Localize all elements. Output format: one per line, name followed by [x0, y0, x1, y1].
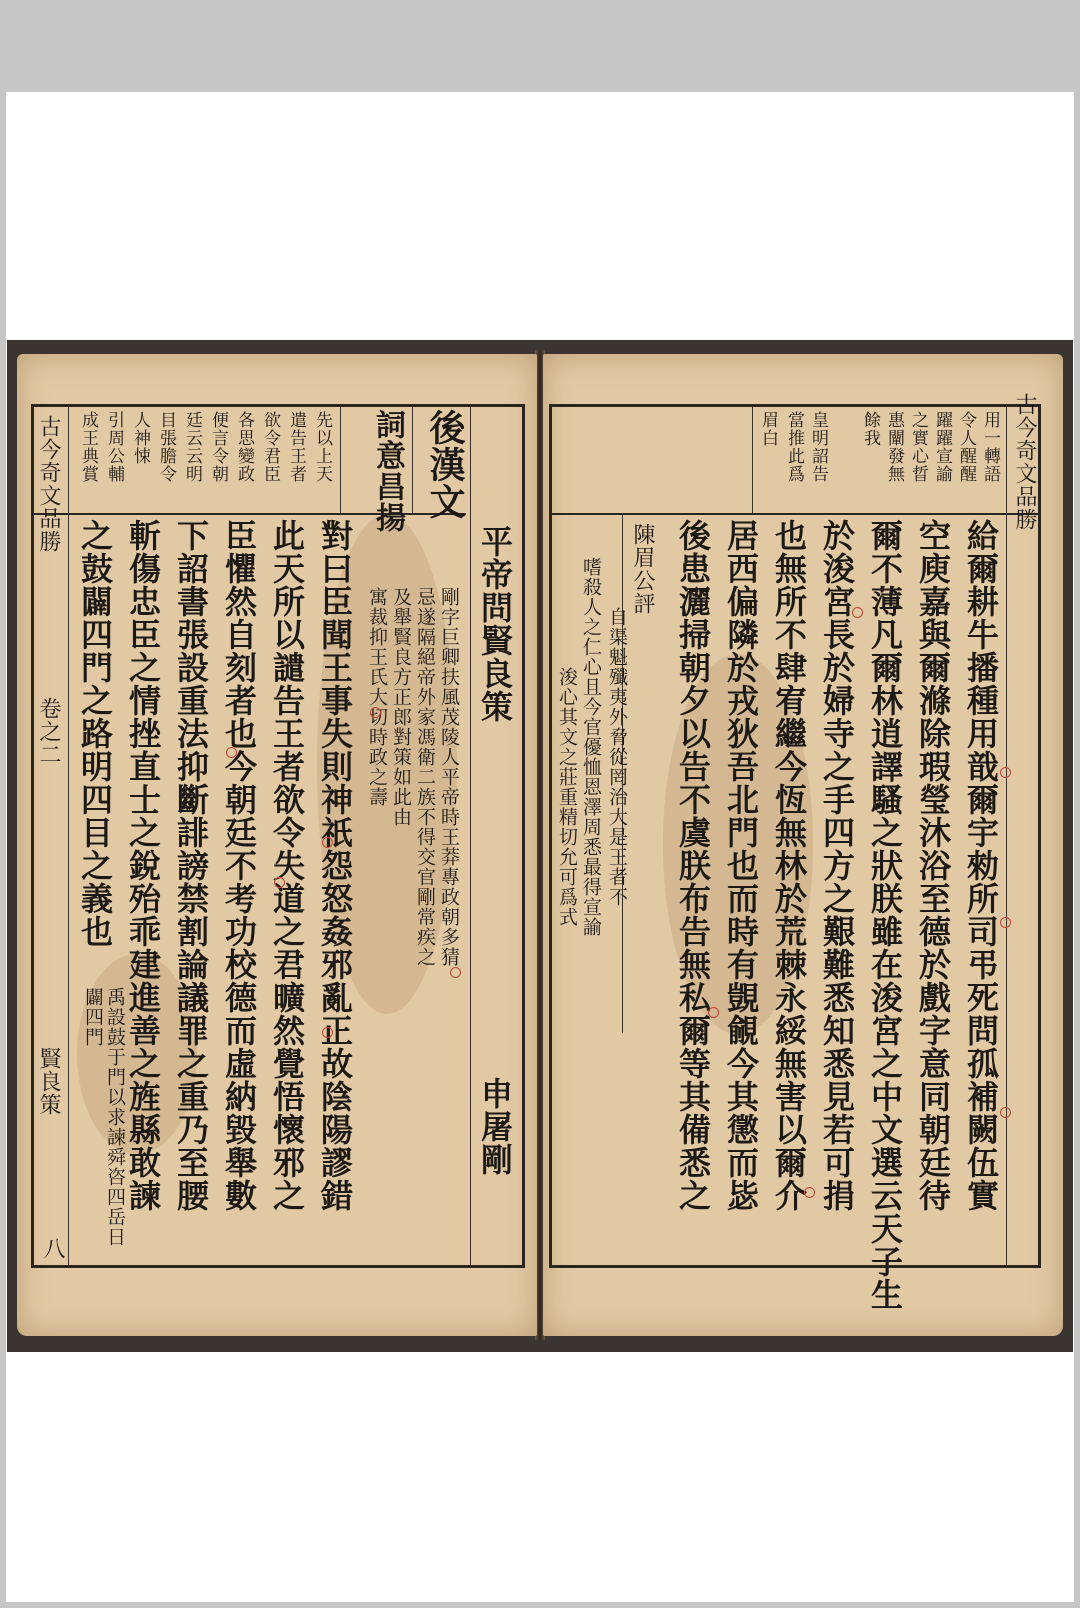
phrase-heading: 詞意昌揚	[370, 409, 405, 533]
main-text-column: 斬傷忠臣之情挫直士之銳殆乖建進善之旌縣敢諫	[124, 519, 162, 1212]
top-note: 用一轉語	[980, 411, 1000, 483]
commentary-text: 自渠魁殲夷外脅從罔治大是王者不	[606, 607, 628, 907]
essay-title: 平帝問賢良策	[476, 525, 514, 723]
left-page	[17, 354, 537, 1336]
top-note: 欲令君臣	[260, 411, 280, 483]
top-note: 惠闡發無	[884, 411, 904, 483]
top-note: 引周公輔	[104, 411, 124, 483]
author-name: 申屠剛	[476, 1077, 514, 1176]
right-margin-book-title: 古今奇文品勝	[1012, 393, 1037, 531]
top-note: 便言令朝	[208, 411, 228, 483]
main-text-column: 空庾嘉與爾滌除瑕瑩沐浴至德於戲字意同朝廷待	[914, 519, 952, 1212]
top-note: 當推此爲	[784, 411, 804, 483]
main-text-column: 於浚宮長於婦寺之手四方之艱難悉知悉見若可捐	[818, 519, 856, 1212]
top-note: 各思變政	[234, 411, 254, 483]
top-note: 遣告王者	[286, 411, 306, 483]
left-margin-volume: 卷之二	[36, 697, 61, 766]
bio-note: 及舉賢良方正郎對策如此由	[390, 587, 412, 827]
main-text-column: 下詔書張設重法抑斷誹謗禁割論議罪之重乃至腰	[172, 519, 210, 1212]
left-margin-book-title: 古今奇文品勝	[36, 415, 61, 553]
top-note: 人神悚	[130, 411, 150, 465]
top-note: 成王典賞	[78, 411, 98, 483]
commentary-text: 浚心其文之莊重精切允可爲式	[556, 667, 578, 927]
main-text-column: 之鼓闢四門之路明四目之義也	[76, 519, 114, 948]
left-page-border	[31, 404, 525, 1268]
main-text-column: 後患灑掃朝夕以告不虞朕布告無私爾等其備悉之	[674, 519, 712, 1212]
main-text-column: 也無所不肆宥繼今恆無林於荒棘永綏無害以爾介	[770, 519, 808, 1212]
top-note: 目張膽令	[156, 411, 176, 483]
left-margin-page-number: 八	[40, 1237, 65, 1260]
top-note: 躍躍宣諭	[932, 411, 952, 483]
main-text-column: 臣懼然自刻者也今朝廷不考功校德而虛納毀舉數	[220, 519, 258, 1212]
bottom-note: 禹設鼓于門以求諫舜咨四岳日闢四門	[82, 987, 126, 1247]
commentary-heading: 陳眉公評	[630, 523, 655, 615]
bio-note: 寓裁抑王氏大切時政之壽	[366, 587, 388, 807]
main-text-column: 居西偏隣於戎狄吾北門也而時有覬覦今其懲而毖	[722, 519, 760, 1212]
main-text-column: 對曰臣聞王事失則神祇怨怒姦邪亂正故陰陽謬錯	[316, 519, 354, 1212]
top-note: 餘我	[860, 411, 880, 447]
right-page	[543, 354, 1063, 1336]
top-note: 令人醒醒	[956, 411, 976, 483]
right-page-border	[549, 393, 1041, 1311]
top-note: 皇明詔告	[808, 411, 828, 483]
top-note: 廷云云明	[182, 411, 202, 483]
left-margin-section: 賢良策	[36, 1047, 61, 1116]
top-note: 眉白	[758, 411, 778, 447]
left-top-notes	[72, 411, 332, 511]
commentary-text: 嗜殺人之仁心且今官優恤恩澤周悉最得宣諭	[580, 557, 602, 937]
dynasty-heading: 後漢文	[424, 409, 466, 520]
main-text-column: 此天所以譴告王者欲令失道之君曠然覺悟懷邪之	[268, 519, 306, 1212]
top-note: 先以上天	[312, 411, 332, 483]
book-photo	[7, 340, 1073, 1352]
main-text-column: 爾不薄凡爾林逍譯騷之狀朕雖在浚宮之中文選云天子生	[866, 519, 904, 1311]
bio-note: 忌遂隔絕帝外家馮衛二族不得交官剛常疾之	[414, 587, 436, 967]
bio-note: 剛字巨卿扶風茂陵人平帝時王莽專政朝多猜	[438, 587, 460, 967]
top-note: 之實心晢	[908, 411, 928, 483]
main-text-column: 給爾耕牛播種用戠爾宇勑所司弔死問孤補闕伍實	[962, 519, 1000, 1212]
